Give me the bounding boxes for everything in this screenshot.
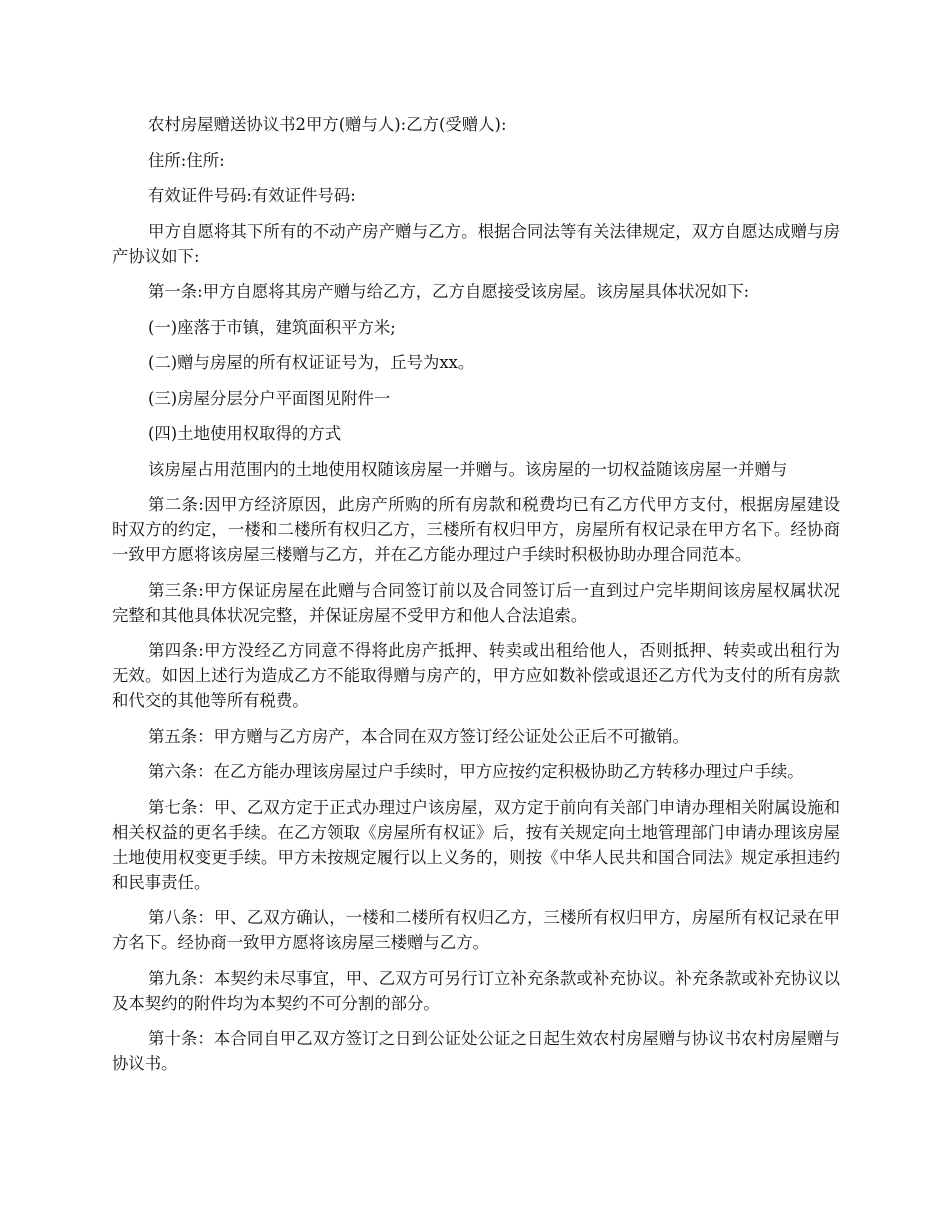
article-10: 第十条：本合同自甲乙双方签订之日到公证处公证之日起生效农村房屋赠与协议书农村房屋赠与协议书。: [112, 1029, 840, 1073]
address-line: 住所:住所:: [148, 150, 225, 170]
title-parties-line: 农村房屋赠送协议书2甲方(赠与人):乙方(受赠人):: [148, 115, 507, 134]
document-page: [112, 112, 840, 1087]
article-3: 第三条:甲方保证房屋在此赠与合同签订前以及合同签订后一直到过户完毕期间该房屋权属状况完整和其他具体状况完整，并保证房屋不受甲方和他人合法追索。: [112, 580, 840, 625]
article-7: 第七条：甲、乙双方定于正式办理过户该房屋，双方定于前向有关部门申请办理相关附属设施和相关权益的更名手续。在乙方领取《房屋所有权证》后，按有关规定向土地管理部门申请办理该房屋土地使用权变更手续。甲方未按规定履行以上义务的，则按《中华人民共和国合同法》规定承担违约和民事责任。: [112, 797, 840, 892]
article-6: 第六条：在乙方能办理该房屋过户手续时，甲方应按约定积极协助乙方转移办理过户手续。: [148, 762, 804, 781]
article-1-item-4: (四)土地使用权取得的方式: [148, 424, 342, 443]
article-1-item-2: (二)赠与房屋的所有权证证号为，丘号为xx。: [148, 353, 475, 372]
article-4: 第四条:甲方没经乙方同意不得将此房产抵押、转卖或出租给他人，否则抵押、转卖或出租行为无效。如因上述行为造成乙方不能取得赠与房产的，甲方应如数补偿或退还乙方代为支付的所有房款和代交的其他等所有税费。: [112, 641, 840, 710]
article-1-item-3: (三)房屋分层分户平面图见附件一: [148, 388, 391, 408]
article-1: 第一条:甲方自愿将其房产赠与给乙方，乙方自愿接受该房屋。该房屋具体状况如下:: [148, 282, 750, 301]
article-5: 第五条：甲方赠与乙方房产，本合同在双方签订经公证处公正后不可撤销。: [148, 726, 689, 746]
land-use-paragraph: 该房屋占用范围内的土地使用权随该房屋一并赠与。该房屋的一切权益随该房屋一并赠与: [148, 459, 788, 479]
preamble-paragraph: 甲方自愿将其下所有的不动产房产赠与乙方。根据合同法等有关法律规定，双方自愿达成赠与房产协议如下:: [112, 221, 840, 266]
article-2: 第二条:因甲方经济原因，此房产所购的所有房款和税费均已有乙方代甲方支付，根据房屋建设时双方的约定，一楼和二楼所有权归乙方，三楼所有权归甲方，房屋所有权记录在甲方名下。经协商一致甲方愿将该房屋三楼赠与乙方，并在乙方能办理过户手续时积极协助办理合同范本。: [112, 495, 840, 564]
article-1-item-1: (一)座落于市镇，建筑面积平方米;: [148, 317, 396, 337]
article-8: 第八条：甲、乙双方确认，一楼和二楼所有权归乙方，三楼所有权归甲方，房屋所有权记录在甲方名下。经协商一致甲方愿将该房屋三楼赠与乙方。: [112, 908, 840, 952]
id-number-line: 有效证件号码:有效证件号码:: [148, 186, 356, 205]
article-9: 第九条：本契约未尽事宜，甲、乙双方可另行订立补充条款或补充协议。补充条款或补充协议以及本契约的附件均为本契约不可分割的部分。: [112, 968, 840, 1013]
